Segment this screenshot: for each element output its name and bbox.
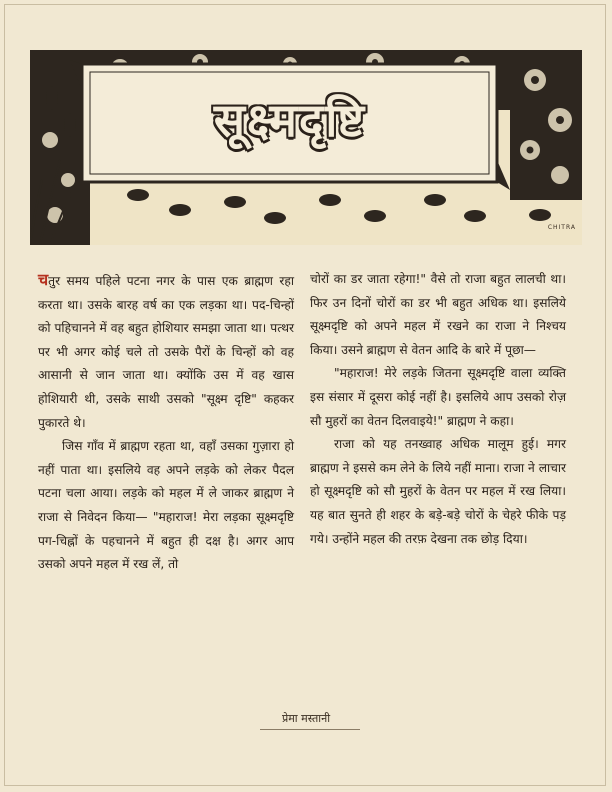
author-name: प्रेमा मस्तानी [281,712,331,725]
right-column [310,268,566,551]
footer-divider [260,729,360,730]
left-column [38,268,294,577]
page-title: सूक्ष्मदृष्टि [213,93,367,147]
paragraph: "महाराज! मेरे लड़के जितना सूक्ष्मदृष्टि वाला व्यक्ति इस संसार में दूसरा कोई नहीं है। इसलिये आप उसको रोज़ सौ मुहरों का वेतन दिलवाइये!" ब्राह्मण ने कहा। [310,366,566,428]
paragraph-text: तुर समय पहिले पटना नगर के पास एक ब्राह्मण रहा करता था। उसके बारह वर्ष का एक लड़का था। पद-चिन्हों को पहिचानने में वह बहुत होशियार समझा जाता था। पत्थर पर भी अगर कोई चले तो उसके पैरों के चिन्हों को वह आसानी से जान जाता था। क्योंकि उस में वह खास होशियारी थी, उसके साथी उसको "सूक्ष्म दृष्टि" कहकर पुकारते थे। [38,274,294,430]
drop-cap: च [38,270,49,289]
story-body [38,268,574,693]
paragraph: राजा को यह तनख्वाह अधिक मालूम हुई। मगर ब्राह्मण ने इससे कम लेने के लिये नहीं माना। राजा ने लाचार हो सूक्ष्मदृष्टि को सौ मुहरों के वेतन पर महल में रख लिया। यह बात सुनते ही शहर के बड़े-बड़े चोरों के चेहरे फीके पड़ गये। उन्होंने महल की तरफ़ देखना तक छोड़ दिया। [310,437,566,546]
paragraph: जिस गाँव में ब्राह्मण रहता था, वहाँ उसका गुज़ारा हो नहीं पाता था। इसलिये वह अपने लड़के को लेकर पैदल पटना चला आया। लड़के को महल में ले जाकर ब्राह्मण ने राजा से निवेदन किया— "महाराज! मेरा लड़का सूक्ष्मदृष्टि पग-चिह्नों के पहचानने में बहुत ही दक्ष है। अगर आप उसको अपने महल में रख लें, तो [38,439,294,572]
title-banner [85,62,495,182]
paragraph: चोरों का डर जाता रहेगा!" वैसे तो राजा बहुत लालची था। फिर उन दिनों चोरों का डर भी बहुत अधिक था। इसलिये सूक्ष्मदृष्टि को अपने महल में रखने का राजा ने निश्चय किया। उसने ब्राह्मण से वेतन आदि के बारे में पूछा— [310,272,566,357]
paragraph [38,268,294,435]
artist-signature: CHITRA [547,224,576,231]
